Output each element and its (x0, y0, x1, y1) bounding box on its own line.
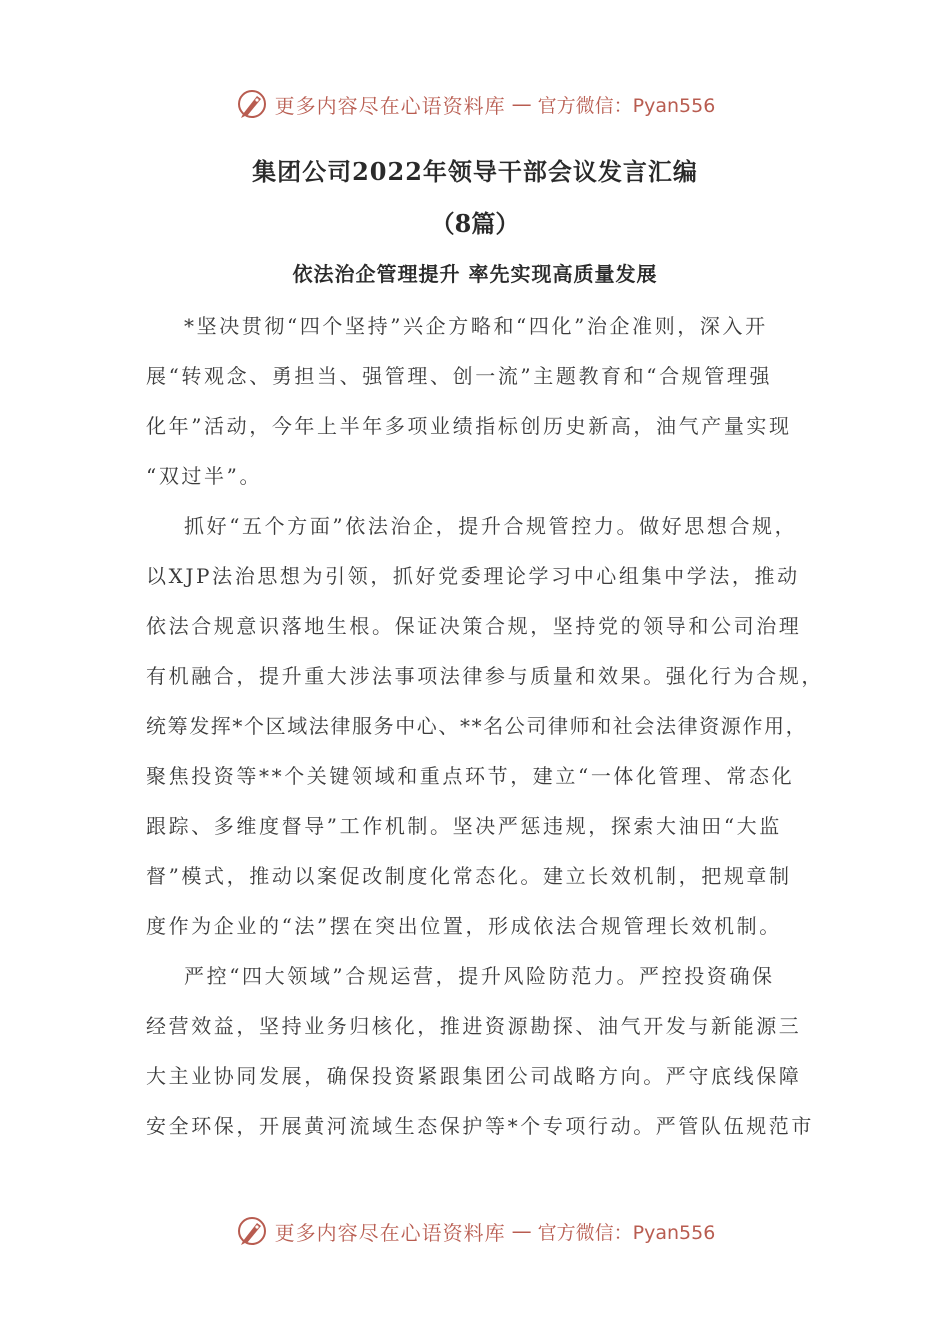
body-line: 跟踪、多维度督导”工作机制。坚决严惩违规，探索大油田“大监 (146, 814, 782, 838)
body-line: “双过半”。 (146, 464, 263, 488)
body-line: 有机融合，提升重大涉法事项法律参与质量和效果。强化行为合规， (146, 664, 824, 688)
body-line: 抓好“五个方面”依法治企，提升合规管控力。做好思想合规， (184, 514, 798, 538)
body-line: 督”模式，推动以案促改制度化常态化。建立长效机制，把规章制 (146, 864, 792, 888)
watermark-text: 更多内容尽在心语资料库 (274, 93, 506, 118)
document-title: 集团公司2022年领导干部会议发言汇编 (252, 157, 698, 186)
pen-nib-logo-icon (235, 87, 269, 121)
watermark-wechat: 官方微信：Pyan556 (537, 1221, 716, 1244)
document-subtitle: （8篇） (430, 209, 520, 238)
body-line: 安全环保，开展黄河流域生态保护等*个专项行动。严管队伍规范市 (146, 1114, 814, 1138)
body-line: 化年”活动，今年上半年多项业绩指标创历史新高，油气产量实现 (146, 414, 792, 438)
body-line: 依法合规意识落地生根。保证决策合规，坚持党的领导和公司治理 (146, 614, 802, 638)
body-line: 经营效益，坚持业务归核化，推进资源勘探、油气开发与新能源三 (146, 1014, 802, 1038)
watermark-wechat: 官方微信：Pyan556 (537, 94, 716, 117)
body-line: 度作为企业的“法”摆在突出位置，形成依法合规管理长效机制。 (146, 914, 782, 938)
body-line: 严控“四大领域”合规运营，提升风险防范力。严控投资确保 (184, 964, 775, 988)
footer-watermark (0, 1211, 950, 1251)
body-line: *坚决贯彻“四个坚持”兴企方略和“四化”治企准则，深入开 (184, 314, 768, 338)
body-line: 统筹发挥*个区域法律服务中心、**名公司律师和社会法律资源作用， (146, 714, 808, 738)
watermark-dash: — (511, 1219, 532, 1243)
watermark-text: 更多内容尽在心语资料库 (274, 1220, 506, 1245)
section-heading: 依法治企管理提升 率先实现高质量发展 (292, 262, 658, 286)
pen-nib-logo-icon (235, 1214, 269, 1248)
body-line: 展“转观念、勇担当、强管理、创一流”主题教育和“合规管理强 (146, 364, 773, 388)
watermark-dash: — (511, 92, 532, 116)
body-line: 以XJP法治思想为引领，抓好党委理论学习中心组集中学法，推动 (146, 564, 800, 588)
body-line: 聚焦投资等**个关键领域和重点环节，建立“一体化管理、常态化 (146, 764, 795, 788)
header-watermark (0, 84, 950, 124)
body-line: 大主业协同发展，确保投资紧跟集团公司战略方向。严守底线保障 (146, 1064, 802, 1088)
